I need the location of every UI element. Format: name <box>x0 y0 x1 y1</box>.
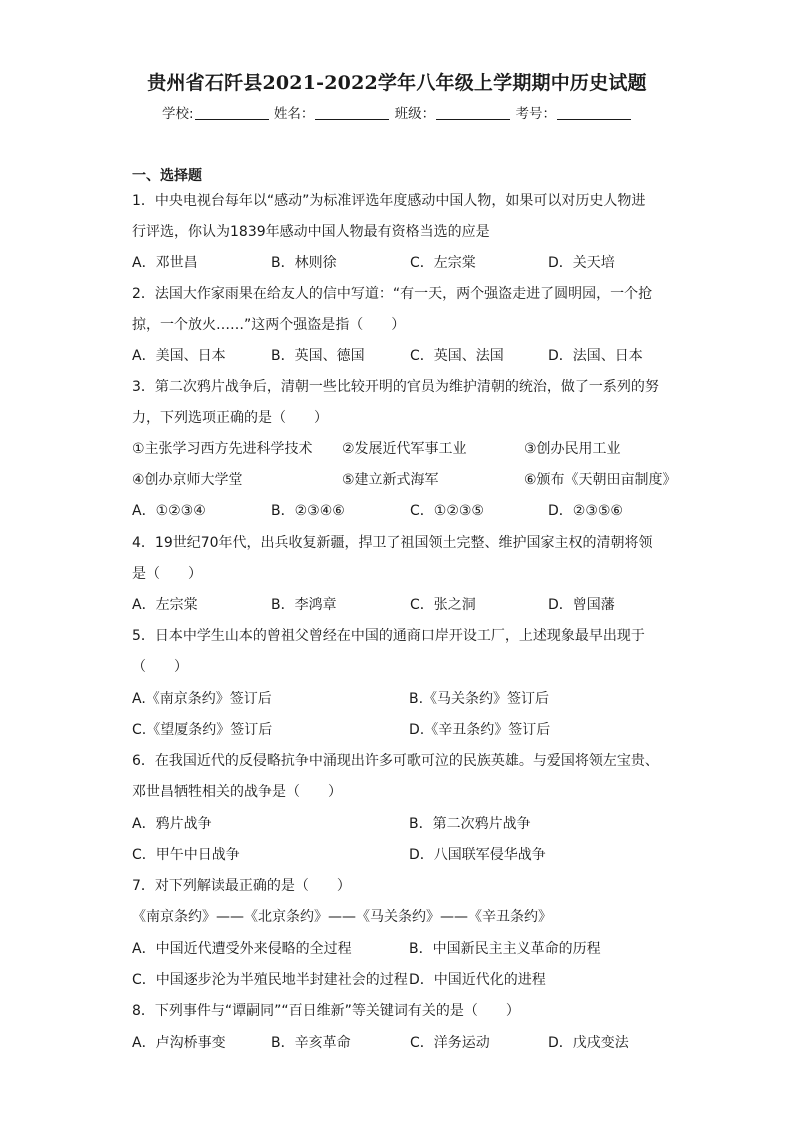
q3-item-6: ⑥颁布《天朝田亩制度》 <box>524 472 677 488</box>
option-c: C．左宗棠 <box>410 255 476 271</box>
option-b: B．②③④⑥ <box>271 503 345 519</box>
q4-stem-line1: 4．19世纪70年代，出兵收复新疆，捍卫了祖国领土完整、维护国家主权的清朝将领 <box>132 535 653 551</box>
option-b: B．英国、德国 <box>271 348 365 364</box>
option-d: D．中国近代化的进程 <box>409 972 546 988</box>
student-info-fields <box>0 102 794 122</box>
option-d: D．法国、日本 <box>548 348 643 364</box>
option-b: B．中国新民主主义革命的历程 <box>409 941 601 957</box>
q1-stem-line1: 1．中央电视台每年以“感动”为标准评选年度感动中国人物，如果可以对历史人物进 <box>132 193 646 209</box>
section-heading: 一、选择题 <box>132 168 202 184</box>
q6-stem-line2: 邓世昌牺牲相关的战争是（ ） <box>132 784 342 800</box>
q7-stem-line2: 《南京条约》——《北京条约》——《马关条约》——《辛丑条约》 <box>132 909 552 925</box>
name-blank <box>315 119 389 120</box>
option-a: A.《南京条约》签订后 <box>132 691 272 707</box>
q3-item-1: ①主张学习西方先进科学技术 <box>132 441 313 457</box>
q8-stem-line1: 8．下列事件与“谭嗣同”“百日维新”等关键词有关的是（ ） <box>132 1003 520 1019</box>
option-a: A．中国近代遭受外来侵略的全过程 <box>132 941 352 957</box>
q2-stem-line1: 2．法国大作家雨果在给友人的信中写道：“有一天，两个强盗走进了圆明园，一个抢 <box>132 286 653 302</box>
option-c: C．甲午中日战争 <box>132 847 240 863</box>
option-a: A．①②③④ <box>132 503 206 519</box>
option-c: C．①②③⑤ <box>410 503 484 519</box>
option-d: D.《辛丑条约》签订后 <box>409 722 551 738</box>
option-a: A．美国、日本 <box>132 348 226 364</box>
school-label: 学校: <box>162 106 194 122</box>
option-b: B．李鸿章 <box>271 597 337 613</box>
option-b: B．第二次鸦片战争 <box>409 816 531 832</box>
page-title: 贵州省石阡县2021-2022学年八年级上学期期中历史试题 <box>147 72 647 94</box>
option-c: C．中国逐步沦为半殖民地半封建社会的过程 <box>132 972 408 988</box>
option-d: D．关天培 <box>548 255 615 271</box>
option-c: C.《望厦条约》签订后 <box>132 722 273 738</box>
option-d: D．八国联军侵华战争 <box>409 847 546 863</box>
q3-stem-line2: 力，下列选项正确的是（ ） <box>132 410 328 426</box>
number-label: 考号： <box>515 106 556 122</box>
q2-stem-line2: 掠，一个放火……”这两个强盗是指（ ） <box>132 317 406 333</box>
q3-stem-line1: 3．第二次鸦片战争后，清朝一些比较开明的官员为维护清朝的统治，做了一系列的努 <box>132 379 659 395</box>
q1-stem-line2: 行评选，你认为1839年感动中国人物最有资格当选的应是 <box>132 224 490 240</box>
q3-item-4: ④创办京师大学堂 <box>132 472 243 488</box>
q3-item-5: ⑤建立新式海军 <box>342 472 439 488</box>
q5-stem-line2: （ ） <box>132 659 188 675</box>
q4-stem-line2: 是（ ） <box>132 566 202 582</box>
option-c: C．英国、法国 <box>410 348 504 364</box>
class-blank <box>436 119 510 120</box>
name-label: 姓名： <box>273 106 315 122</box>
option-d: D．②③⑤⑥ <box>548 503 623 519</box>
option-a: A．鸦片战争 <box>132 816 212 832</box>
option-a: A．左宗棠 <box>132 597 198 613</box>
option-a: A．邓世昌 <box>132 255 198 271</box>
q6-stem-line1: 6．在我国近代的反侵略抗争中涌现出许多可歌可泣的民族英雄。与爱国将领左宝贵、 <box>132 753 659 769</box>
option-d: D．曾国藩 <box>548 597 615 613</box>
number-blank <box>557 119 631 120</box>
q5-stem-line1: 5．日本中学生山本的曾祖父曾经在中国的通商口岸开设工厂，上述现象最早出现于 <box>132 628 645 644</box>
option-b: B．辛亥革命 <box>271 1035 351 1051</box>
q3-item-3: ③创办民用工业 <box>524 441 621 457</box>
option-b: B．林则徐 <box>271 255 337 271</box>
school-blank <box>195 119 269 120</box>
option-b: B.《马关条约》签订后 <box>409 691 550 707</box>
option-d: D．戊戌变法 <box>548 1035 629 1051</box>
option-c: C．张之洞 <box>410 597 476 613</box>
q3-item-2: ②发展近代军事工业 <box>342 441 467 457</box>
option-a: A．卢沟桥事变 <box>132 1035 226 1051</box>
option-c: C．洋务运动 <box>410 1035 490 1051</box>
q7-stem-line1: 7．对下列解读最正确的是（ ） <box>132 878 351 894</box>
class-label: 班级： <box>394 106 436 122</box>
